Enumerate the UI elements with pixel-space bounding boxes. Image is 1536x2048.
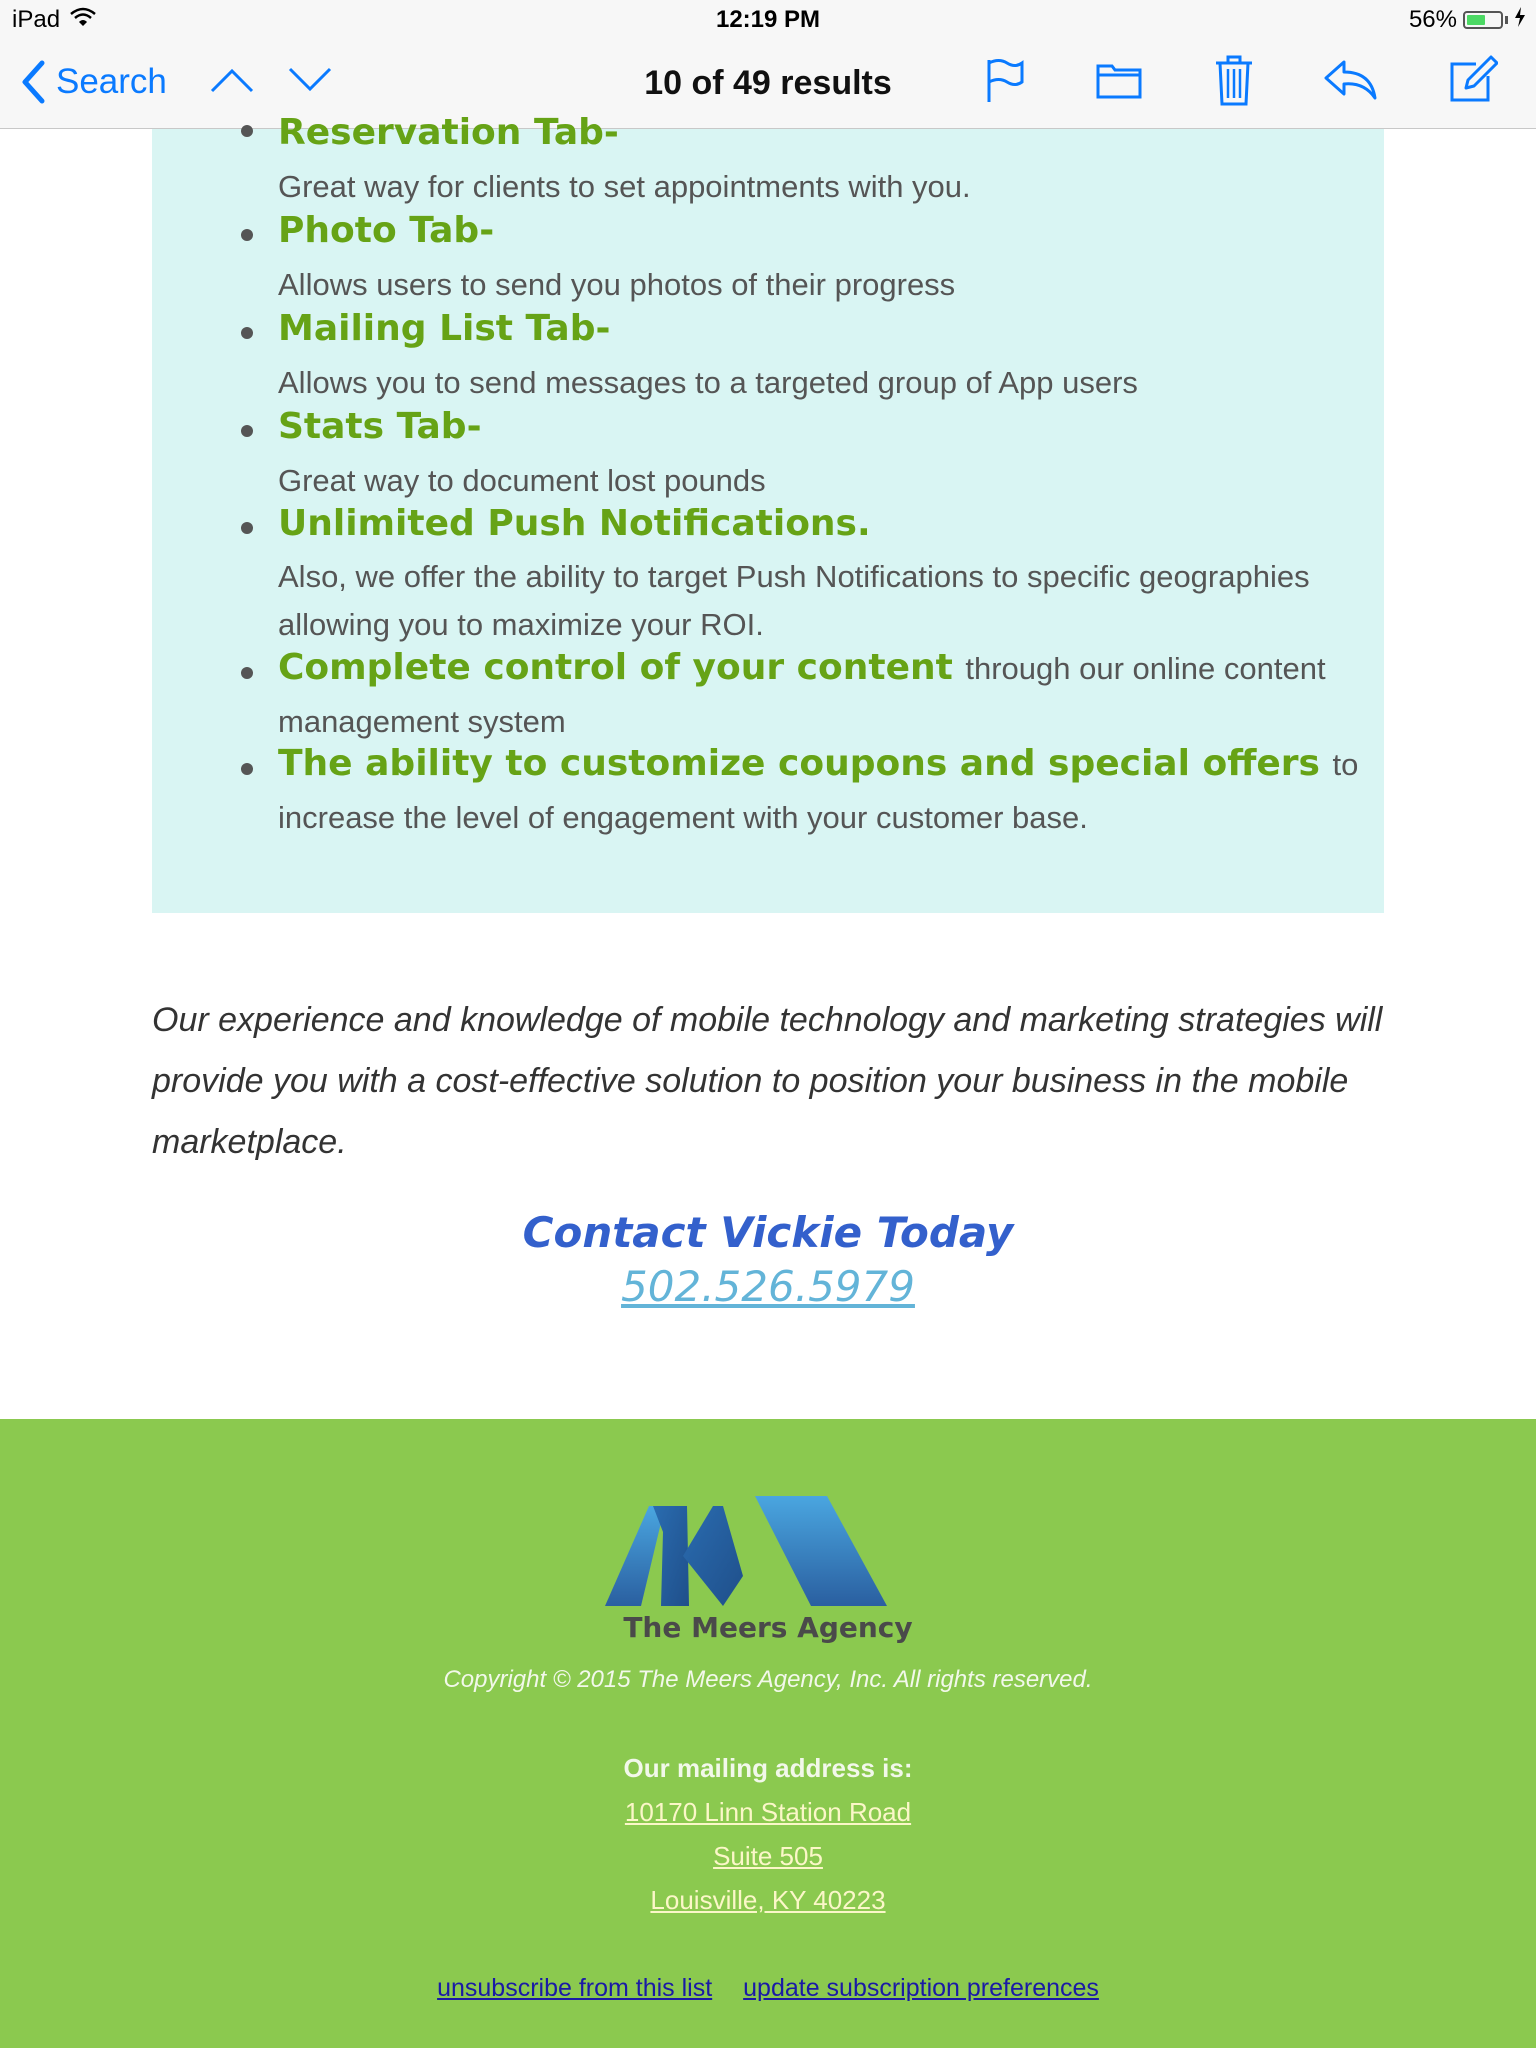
feature-title-text: Complete control of your content bbox=[278, 647, 953, 688]
trash-button[interactable] bbox=[1214, 54, 1254, 111]
update-preferences-link[interactable]: update subscription preferences bbox=[743, 1974, 1099, 2002]
results-count: 10 of 49 results bbox=[644, 64, 892, 102]
next-message-button[interactable] bbox=[288, 66, 332, 99]
feature-title bbox=[278, 647, 1326, 688]
bullet bbox=[241, 327, 253, 339]
status-bar bbox=[0, 0, 1536, 40]
address-line[interactable]: 10170 Linn Station Road bbox=[624, 1797, 912, 1827]
feature-desc: Allows users to send you photos of their progress bbox=[278, 267, 956, 302]
bullet bbox=[241, 522, 253, 534]
battery-tip bbox=[1505, 16, 1508, 24]
feature-desc: management system bbox=[278, 704, 566, 739]
feature-desc: Allows you to send messages to a targeted group of App users bbox=[278, 365, 1138, 400]
flag-icon bbox=[985, 58, 1025, 104]
feature-desc: increase the level of engagement with your customer base. bbox=[278, 800, 1088, 835]
flag-button[interactable] bbox=[985, 58, 1025, 109]
logo-wordmark: The Meers Agency bbox=[623, 1611, 913, 1644]
footer-links bbox=[0, 1974, 1536, 2003]
move-to-folder-button[interactable] bbox=[1096, 60, 1142, 105]
folder-icon bbox=[1096, 60, 1142, 100]
status-time: 12:19 PM bbox=[715, 6, 821, 33]
address-line[interactable]: Louisville, KY 40223 bbox=[650, 1885, 886, 1915]
feature-title: Photo Tab- bbox=[278, 210, 495, 251]
reply-icon bbox=[1324, 60, 1378, 100]
feature-title: Mailing List Tab- bbox=[278, 308, 611, 349]
feature-title: Stats Tab- bbox=[278, 406, 482, 447]
footer bbox=[0, 1419, 1536, 2048]
feature-desc: Also, we offer the ability to target Push Notifications to specific geographies allowing you to maximize your ROI. bbox=[278, 559, 1310, 642]
phone-link[interactable]: 502.526.5979 bbox=[621, 1262, 915, 1311]
up-chevron-icon bbox=[210, 66, 254, 94]
reply-button[interactable] bbox=[1324, 60, 1378, 105]
charging-icon bbox=[1514, 6, 1526, 34]
bullet bbox=[241, 125, 253, 137]
bullet bbox=[241, 229, 253, 241]
back-search-button[interactable] bbox=[20, 60, 167, 104]
feature-title bbox=[278, 743, 1358, 784]
feature-desc: Great way for clients to set appointments with you. bbox=[278, 169, 971, 204]
copyright-text: Copyright © 2015 The Meers Agency, Inc. All rights reserved. bbox=[443, 1666, 1093, 1693]
bullet bbox=[241, 425, 253, 437]
back-chevron-icon bbox=[20, 60, 46, 104]
feature-title: Reservation Tab- bbox=[278, 112, 619, 153]
mailing-heading: Our mailing address is: bbox=[623, 1753, 913, 1783]
features-box bbox=[152, 112, 1384, 913]
battery-fill bbox=[1467, 15, 1485, 25]
mail-toolbar bbox=[0, 40, 1536, 129]
unsubscribe-link[interactable]: unsubscribe from this list bbox=[437, 1974, 713, 2002]
tagline-paragraph: Our experience and knowledge of mobile technology and marketing strategies will provide you with a cost-effective solution to position your business in the mobile marketplace. bbox=[152, 1001, 1383, 1161]
status-right bbox=[1409, 6, 1526, 34]
device-label: iPad bbox=[12, 6, 61, 33]
feature-desc: Great way to document lost pounds bbox=[278, 463, 766, 498]
feature-inline-desc: to bbox=[1332, 747, 1359, 782]
down-chevron-icon bbox=[288, 66, 332, 94]
previous-message-button[interactable] bbox=[210, 66, 254, 99]
battery-percent: 56% bbox=[1408, 6, 1457, 33]
contact-heading: Contact Vickie Today bbox=[522, 1208, 1014, 1257]
feature-title: Unlimited Push Notifications. bbox=[278, 503, 871, 544]
compose-icon bbox=[1448, 54, 1498, 104]
feature-inline-desc: through our online content bbox=[965, 651, 1326, 686]
feature-title-text: The ability to customize coupons and special offers bbox=[278, 743, 1320, 784]
battery-icon bbox=[1463, 11, 1503, 29]
bullet bbox=[241, 763, 253, 775]
address-line[interactable]: Suite 505 bbox=[713, 1841, 823, 1871]
back-label: Search bbox=[56, 62, 167, 101]
trash-icon bbox=[1214, 54, 1254, 106]
compose-button[interactable] bbox=[1448, 54, 1498, 109]
bullet bbox=[241, 667, 253, 679]
